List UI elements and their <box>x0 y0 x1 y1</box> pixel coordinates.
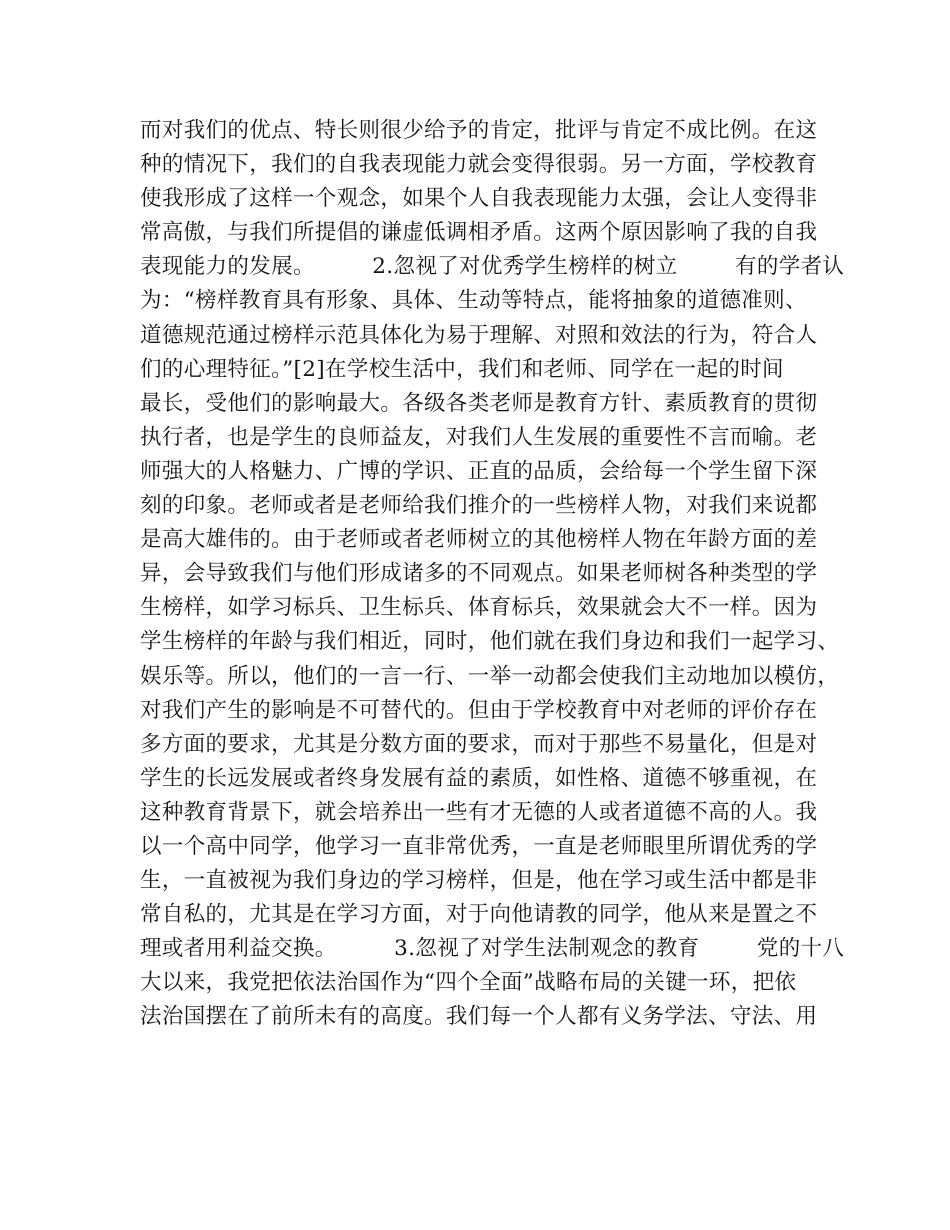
text-line: 道德规范通过榜样示范具体化为易于理解、对照和效法的行为，符合人 <box>140 322 818 348</box>
text-line: 这种教育背景下，就会培养出一些有才无德的人或者道德不高的人。我 <box>140 799 818 825</box>
text-line: 而对我们的优点、特长则很少给予的肯定，批评与肯定不成比例。在这 <box>140 118 818 143</box>
text-line: 执行者，也是学生的良师益友，对我们人生发展的重要性不言而喻。老 <box>140 424 818 450</box>
text-line: 为：“榜样教育具有形象、具体、生动等特点，能将抽象的道德准则、 <box>140 288 807 314</box>
text-line: 娱乐等。所以，他们的一言一行、一举一动都会使我们主动地加以模仿， <box>140 663 840 689</box>
text-line: 对我们产生的影响是不可替代的。但由于学校教育中对老师的评价存在 <box>140 697 818 723</box>
text-line: 学生榜样的年龄与我们相近，同时，他们就在我们身边和我们一起学习、 <box>140 629 840 655</box>
text-line: 理或者用利益交换。 3.忽视了对学生法制观念的教育 党的十八 <box>140 936 845 962</box>
text-line: 学生的长远发展或者终身发展有益的素质，如性格、道德不够重视，在 <box>140 765 818 791</box>
text-line: 常自私的，尤其是在学习方面，对于向他请教的同学，他从来是置之不 <box>140 902 818 928</box>
text-line: 生榜样，如学习标兵、卫生标兵、体育标兵，效果就会大不一样。因为 <box>140 595 818 621</box>
body-text <box>140 114 845 1035</box>
text-line: 们的心理特征。”[2]在学校生活中，我们和老师、同学在一起的时间 <box>140 356 784 382</box>
text-line: 刻的印象。老师或者是老师给我们推介的一些榜样人物，对我们来说都 <box>140 493 818 519</box>
text-line: 以一个高中同学，他学习一直非常优秀，一直是老师眼里所谓优秀的学 <box>140 833 818 859</box>
text-line: 使我形成了这样一个观念，如果个人自我表现能力太强，会让人变得非 <box>140 186 818 212</box>
text-line: 法治国摆在了前所未有的高度。我们每一个人都有义务学法、守法、用 <box>140 1004 818 1030</box>
text-line: 生，一直被视为我们身边的学习榜样，但是，他在学习或生活中都是非 <box>140 868 818 894</box>
text-line: 多方面的要求，尤其是分数方面的要求，而对于那些不易量化，但是对 <box>140 731 818 757</box>
text-line: 常高傲，与我们所提倡的谦虚低调相矛盾。这两个原因影响了我的自我 <box>140 220 818 246</box>
text-line: 异，会导致我们与他们形成诸多的不同观点。如果老师树各种类型的学 <box>140 561 818 587</box>
text-line: 是高大雄伟的。由于老师或者老师树立的其他榜样人物在年龄方面的差 <box>140 527 818 553</box>
text-line: 最长，受他们的影响最大。各级各类老师是教育方针、素质教育的贯彻 <box>140 390 818 416</box>
text-line: 种的情况下，我们的自我表现能力就会变得很弱。另一方面，学校教育 <box>140 152 818 178</box>
text-line: 大以来，我党把依法治国作为“四个全面”战略布局的关键一环，把依 <box>140 970 797 996</box>
text-line: 师强大的人格魅力、广博的学识、正直的品质，会给每一个学生留下深 <box>140 458 818 484</box>
text-line: 表现能力的发展。 2.忽视了对优秀学生榜样的树立 有的学者认 <box>140 254 845 280</box>
